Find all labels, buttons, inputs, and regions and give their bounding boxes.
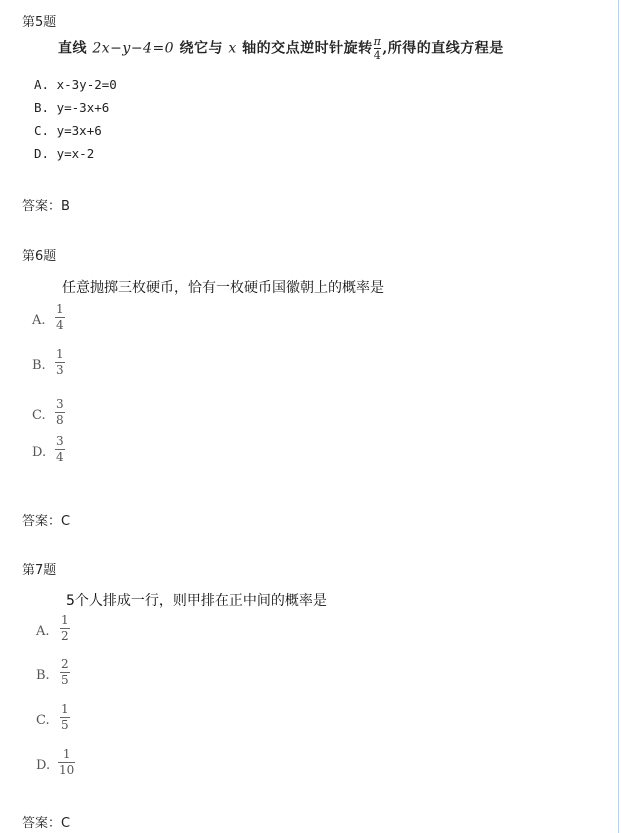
question-6-option-b[interactable]: B. — [32, 358, 46, 373]
question-7-option-c[interactable]: C. — [36, 713, 50, 728]
question-6-answer: 答案：C — [22, 514, 71, 529]
question-6-label: 第6题 — [22, 249, 57, 264]
option-letter: B. — [34, 100, 50, 115]
option-text: y=-3x+6 — [56, 100, 110, 115]
question-5-option-c[interactable] — [34, 123, 102, 138]
option-text: y=x-2 — [56, 146, 95, 161]
option-fraction: 3 8 — [56, 397, 64, 427]
question-7-stem: 5个人排成一行，则甲排在正中间的概率是 — [66, 593, 327, 609]
option-fraction: 1 2 — [61, 613, 69, 643]
question-6-option-a[interactable]: A. — [32, 313, 46, 328]
option-fraction: 3 4 — [56, 434, 64, 464]
option-fraction: 2 5 — [61, 657, 69, 687]
question-7-answer: 答案：C — [22, 816, 71, 831]
stem-text: ,所得的直线方程是 — [382, 40, 504, 57]
question-5-label: 第5题 — [22, 15, 57, 30]
question-5-option-d[interactable] — [34, 146, 94, 161]
question-6-stem: 任意抛掷三枚硬币，恰有一枚硬币国徽朝上的概率是 — [62, 280, 384, 296]
question-6-option-d[interactable]: D. — [32, 445, 47, 460]
option-fraction: 1 4 — [56, 302, 64, 332]
question-5-answer: 答案：B — [22, 199, 70, 214]
stem-fraction: $\frac{\pi}{4}$ — [373, 35, 382, 62]
stem-text: 绕它与 — [179, 40, 223, 57]
question-7-option-d[interactable]: D. — [36, 758, 51, 773]
stem-text: 直线 — [58, 40, 87, 57]
option-letter: D. — [34, 146, 50, 161]
option-fraction: 1 3 — [56, 347, 64, 377]
question-7-option-a[interactable]: A. — [36, 624, 50, 639]
option-letter: C. — [34, 123, 50, 138]
option-fraction: 1 5 — [61, 702, 69, 732]
stem-text: 轴的交点逆时针旋转 — [242, 40, 373, 57]
question-5-stem — [58, 36, 504, 61]
question-5-option-b[interactable] — [34, 100, 109, 115]
option-fraction: 1 10 — [59, 747, 75, 777]
stem-variable: x — [228, 40, 237, 57]
option-letter: A. — [34, 77, 50, 92]
question-7-label: 第7题 — [22, 563, 57, 578]
option-text: x-3y-2=0 — [56, 77, 117, 92]
stem-equation: 2x−y−4=0 — [92, 40, 175, 57]
question-7-option-b[interactable]: B. — [36, 668, 50, 683]
option-text: y=3x+6 — [56, 123, 102, 138]
question-5-option-a[interactable] — [34, 77, 117, 92]
question-6-option-c[interactable]: C. — [32, 408, 46, 423]
